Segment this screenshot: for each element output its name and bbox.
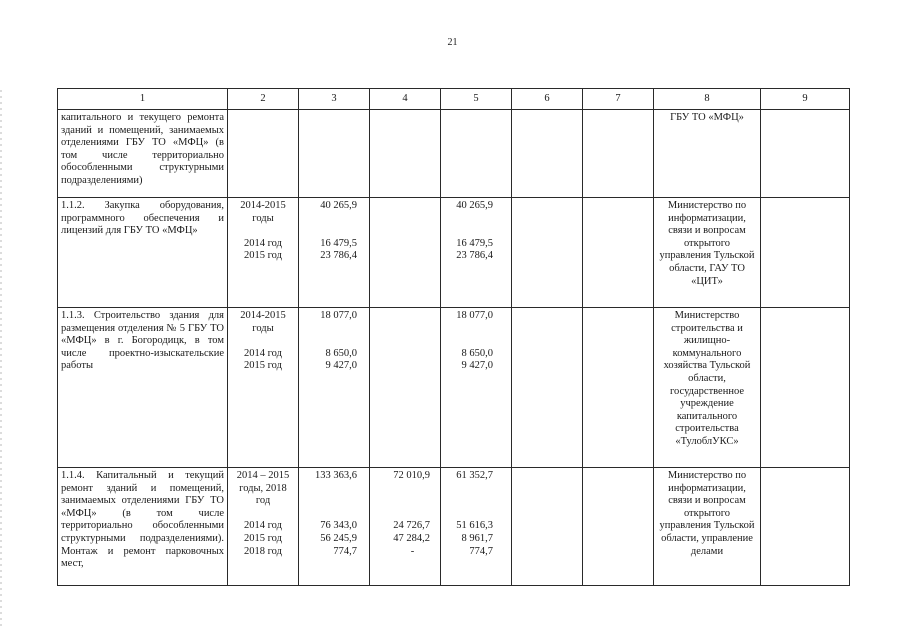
total-cell xyxy=(299,308,370,468)
total-cell xyxy=(299,110,370,198)
total-cell xyxy=(299,468,370,586)
regional-cell xyxy=(441,308,512,468)
period-cell xyxy=(228,198,299,308)
regional-value xyxy=(444,335,493,348)
col7-cell xyxy=(583,198,654,308)
col9-cell xyxy=(761,468,850,586)
total-value xyxy=(302,495,357,508)
period-line: 2015 год xyxy=(244,532,282,544)
period-line: 2014 – 2015 xyxy=(236,470,290,481)
col7-cell xyxy=(583,110,654,198)
total-value: 23 786,4 xyxy=(320,250,357,262)
period-line xyxy=(231,335,295,348)
table-row xyxy=(58,308,850,468)
regional-cell xyxy=(441,198,512,308)
table-row xyxy=(58,110,850,198)
total-value xyxy=(302,508,357,521)
federal-value: - xyxy=(410,545,415,557)
regional-value: 18 077,0 xyxy=(456,310,493,321)
regional-value: 16 479,5 xyxy=(456,237,493,249)
period-cell xyxy=(228,110,299,198)
total-value xyxy=(302,335,357,348)
federal-value xyxy=(373,483,430,496)
col9-cell xyxy=(761,308,850,468)
period-line: годы xyxy=(252,212,274,224)
header-col-1: 1 xyxy=(58,89,228,110)
total-value: 18 077,0 xyxy=(320,310,357,321)
executor-cell: Министерство строительства и жилищно-коммунального хозяйства Тульской области, государственное учреждение капитального строительства «ТулоблУКС» xyxy=(654,308,761,468)
period-line: год xyxy=(255,495,271,507)
total-value: 76 343,0 xyxy=(320,520,357,532)
federal-value xyxy=(373,508,430,521)
table-row xyxy=(58,198,850,308)
executor-cell: Министерство по информатизации, связи и вопросам открытого управления Тульской области, управление делами xyxy=(654,468,761,586)
header-col-8: 8 xyxy=(654,89,761,110)
period-line: 2015 год xyxy=(244,360,282,372)
regional-value: 9 427,0 xyxy=(461,360,493,372)
total-value xyxy=(302,483,357,496)
period-line: 2015 год xyxy=(244,250,282,262)
table-header-row xyxy=(58,89,850,110)
col6-cell xyxy=(512,308,583,468)
table-row xyxy=(58,468,850,586)
regional-value: 8 961,7 xyxy=(461,532,493,544)
period-line: годы xyxy=(252,322,274,334)
period-line: 2014-2015 xyxy=(240,310,286,321)
header-col-7: 7 xyxy=(583,89,654,110)
regional-value: 23 786,4 xyxy=(456,250,493,262)
period-cell xyxy=(228,468,299,586)
total-value: 56 245,9 xyxy=(320,532,357,544)
measure-description: 1.1.4. Капитальный и текущий ремонт зданий и помещений, занимаемых отделениями ГБУ ТО «МФЦ» (в том числе территориально обособленными структурными подразделениями). Монтаж и ремонт парковочных мест, xyxy=(58,468,228,586)
header-col-3: 3 xyxy=(299,89,370,110)
header-col-2: 2 xyxy=(228,89,299,110)
col7-cell xyxy=(583,308,654,468)
col6-cell xyxy=(512,110,583,198)
total-value: 40 265,9 xyxy=(320,200,357,211)
header-col-4: 4 xyxy=(370,89,441,110)
period-line: 2014 год xyxy=(244,347,282,359)
header-col-9: 9 xyxy=(761,89,850,110)
federal-cell xyxy=(370,198,441,308)
col9-cell xyxy=(761,198,850,308)
executor-cell: ГБУ ТО «МФЦ» xyxy=(654,110,761,198)
regional-value xyxy=(444,495,493,508)
total-value: 133 363,6 xyxy=(315,470,357,481)
page-number: 21 xyxy=(447,37,458,48)
regional-value: 8 650,0 xyxy=(461,347,493,359)
period-cell xyxy=(228,308,299,468)
period-line: 2014 год xyxy=(244,237,282,249)
measure-description: 1.1.2. Закупка оборудования, программного обеспечения и лицензий для ГБУ ТО «МФЦ» xyxy=(58,198,228,308)
header-col-5: 5 xyxy=(441,89,512,110)
period-line: 2014 год xyxy=(244,520,282,532)
header-col-6: 6 xyxy=(512,89,583,110)
federal-value: 72 010,9 xyxy=(393,470,430,481)
federal-cell xyxy=(370,308,441,468)
regional-cell xyxy=(441,468,512,586)
executor-cell: Министерство по информатизации, связи и вопросам открытого управления Тульской области, ГАУ ТО «ЦИТ» xyxy=(654,198,761,308)
total-value xyxy=(302,225,357,238)
total-value xyxy=(302,323,357,336)
federal-cell xyxy=(370,110,441,198)
federal-value: 47 284,2 xyxy=(393,532,430,544)
period-line: 2014-2015 xyxy=(240,200,286,211)
total-value: 16 479,5 xyxy=(320,237,357,249)
col6-cell xyxy=(512,198,583,308)
federal-value: 24 726,7 xyxy=(393,520,430,532)
measure-description: капитального и текущего ремонта зданий и помещений, занимаемых отделениями ГБУ ТО «МФЦ» (в том числе территориально обособленными структурными подразделениями) xyxy=(58,110,228,198)
period-line xyxy=(231,225,295,238)
regional-value: 774,7 xyxy=(469,545,493,557)
program-measures-table xyxy=(57,88,850,586)
total-value: 9 427,0 xyxy=(325,360,357,372)
binding-margin-marks xyxy=(0,90,2,630)
regional-value: 40 265,9 xyxy=(456,200,493,211)
regional-value xyxy=(444,323,493,336)
federal-cell xyxy=(370,468,441,586)
total-value: 8 650,0 xyxy=(325,347,357,359)
regional-value xyxy=(444,483,493,496)
total-cell xyxy=(299,198,370,308)
regional-value xyxy=(444,225,493,238)
total-value: 774,7 xyxy=(333,545,357,557)
regional-value xyxy=(444,508,493,521)
period-line xyxy=(231,508,295,521)
period-line: годы, 2018 xyxy=(239,482,287,494)
col9-cell xyxy=(761,110,850,198)
col7-cell xyxy=(583,468,654,586)
total-value xyxy=(302,213,357,226)
col6-cell xyxy=(512,468,583,586)
regional-value xyxy=(444,213,493,226)
federal-value xyxy=(373,495,430,508)
regional-value: 51 616,3 xyxy=(456,520,493,532)
period-line: 2018 год xyxy=(244,545,282,557)
measure-description: 1.1.3. Строительство здания для размещения отделения № 5 ГБУ ТО «МФЦ» в г. Богородицк, в том числе проектно-изыскательские работы xyxy=(58,308,228,468)
regional-cell xyxy=(441,110,512,198)
regional-value: 61 352,7 xyxy=(456,470,493,481)
